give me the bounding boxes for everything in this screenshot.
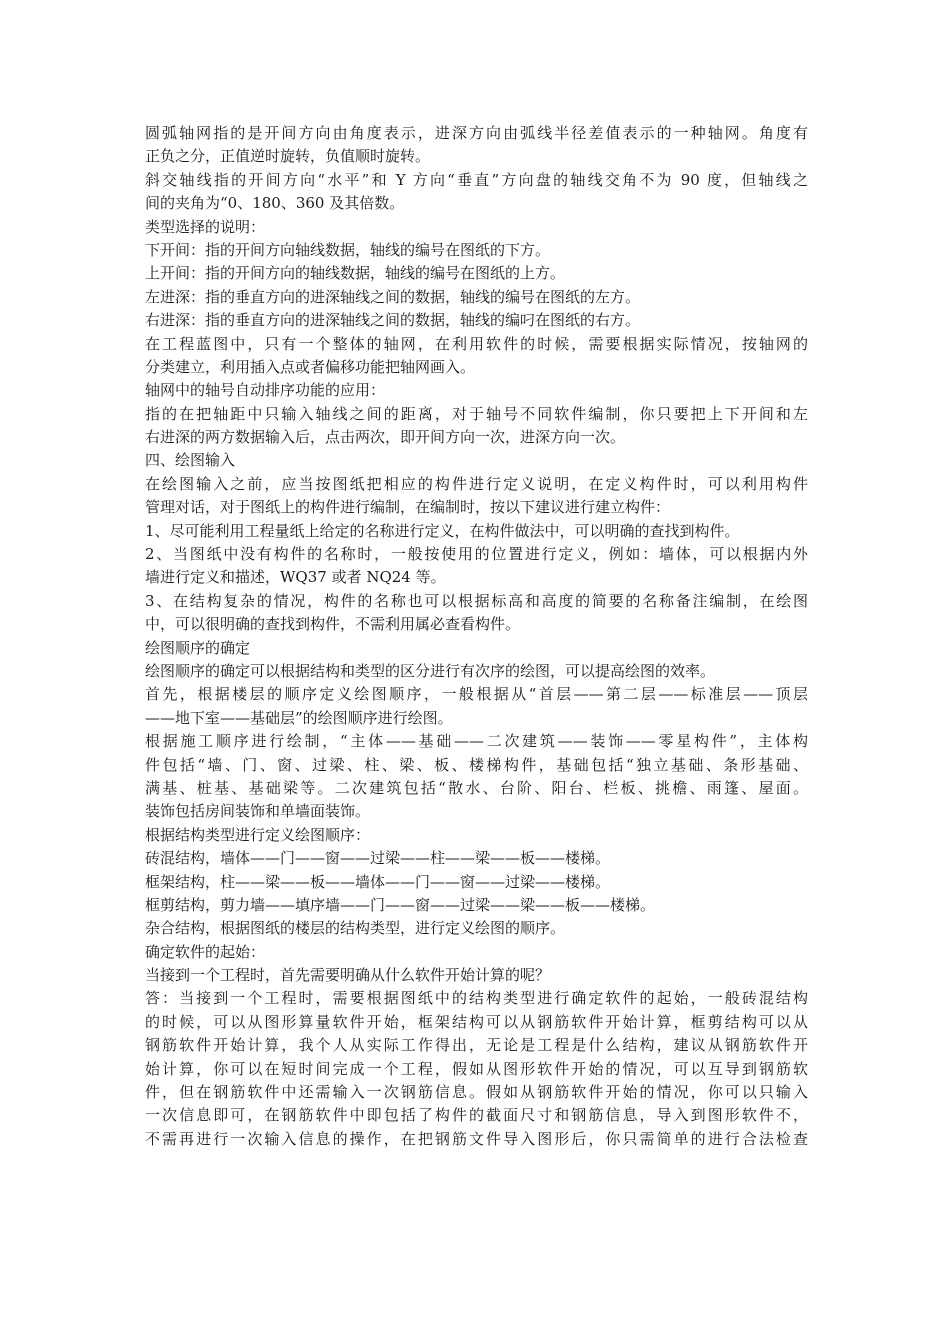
text-line: 正负之分，正值逆时旋转，负值顺时旋转。: [145, 147, 431, 166]
text-line: 绘图顺序的确定: [145, 638, 251, 657]
text-line: 框剪结构，剪力墙——填序墙——门——窗——过梁——梁——板——楼梯。: [145, 895, 656, 914]
text-line: 3、在结构复杂的情况，构件的名称也可以根据标高和高度的简要的名称备注编制，在绘图: [145, 591, 808, 610]
text-line: 框架结构，柱——梁——板——墙体——门——窗——过梁——楼梯。: [145, 872, 611, 891]
text-line: 确定软件的起始：: [145, 942, 266, 961]
text-line: 装饰包括房间装饰和单墙面装饰。: [145, 802, 371, 821]
text-line: 在绘图输入之前，应当按图纸把相应的构件进行定义说明，在定义构件时，可以利用构件: [145, 474, 808, 493]
text-line: 钢筋软件开始计算，我个人从实际工作得出，无论是工程是什么结构，建议从钢筋软件开: [145, 1036, 808, 1055]
text-line: 圆弧轴网指的是开间方向由角度表示，进深方向由弧线半径差值表示的一种轴网。角度有: [145, 124, 808, 142]
text-line: 类型选择的说明：: [145, 217, 266, 236]
text-line: 指的在把轴距中只输入轴线之间的距离，对于轴号不同软件编制，你只要把上下开间和左: [145, 404, 808, 423]
text-line: 轴网中的轴号自动排序功能的应用：: [145, 381, 386, 400]
text-line: 不需再进行一次输入信息的操作，在把钢筋文件导入图形后，你只需简单的进行合法检查: [145, 1129, 808, 1148]
text-line: 首先，根据楼层的顺序定义绘图顺序，一般根据从“首层——第二层——标准层——顶层: [145, 685, 808, 704]
text-line: 当接到一个工程时，首先需要明确从什么软件开始计算的呢？: [145, 966, 551, 985]
text-line: 右进深的两方数据输入后，点击两次，即开间方向一次，进深方向一次。: [145, 428, 626, 447]
text-line: 中，可以很明确的查找到构件，不需利用属必查看构件。: [145, 615, 521, 634]
text-line: 左进深：指的垂直方向的进深轴线之间的数据，轴线的编号在图纸的左方。: [145, 287, 641, 306]
text-line: 件包括“墙、门、窗、过梁、柱、梁、板、楼梯构件，基础包括“独立基础、条形基础、: [145, 755, 808, 774]
text-line: 一次信息即可，在钢筋软件中即包括了构件的截面尺寸和钢筋信息，导入到图形软件不，: [145, 1106, 808, 1125]
text-line: 分类建立，利用插入点或者偏移功能把轴网画入。: [145, 357, 476, 376]
text-line: 的时候，可以从图形算量软件开始，框架结构可以从钢筋软件开始计算，框剪结构可以从: [145, 1012, 808, 1031]
text-line: 管理对话，对于图纸上的构件进行编制，在编制时，按以下建议进行建立构件：: [145, 498, 671, 517]
text-line: 上开间：指的开间方向的轴线数据，轴线的编号在图纸的上方。: [145, 264, 566, 283]
text-line: 根据结构类型进行定义绘图顺序：: [145, 825, 371, 844]
text-line: 件，但在钢筋软件中还需输入一次钢筋信息。假如从钢筋软件开始的情况，你可以只输入: [145, 1083, 808, 1102]
text-line: 砖混结构，墙体——门——窗——过梁——柱——梁——板——楼梯。: [145, 849, 611, 868]
document-body: [145, 122, 808, 1151]
text-line: 根据施工顺序进行绘制，“主体——基础——二次建筑——装饰——零星构件”，主体构: [145, 732, 808, 751]
text-line: 下开间：指的开间方向轴线数据，轴线的编号在图纸的下方。: [145, 240, 551, 259]
text-line: ——地下室——基础层”的绘图顺序进行绘图。: [145, 708, 453, 727]
text-line: 间的夹角为“0、180、360 及其倍数。: [145, 194, 405, 213]
text-line: 绘图顺序的确定可以根据结构和类型的区分进行有次序的绘图，可以提高绘图的效率。: [145, 661, 716, 680]
text-line: 杂合结构，根据图纸的楼层的结构类型，进行定义绘图的顺序。: [145, 919, 566, 938]
text-line: 斜交轴线指的开间方向“水平”和 Y 方向“垂直”方向盘的轴线交角不为 90 度，但轴线之: [145, 170, 808, 189]
text-line: 墙进行定义和描述，WQ37 或者 NQ24 等。: [145, 568, 446, 587]
text-line: 四、绘图输入: [145, 451, 236, 470]
text-line: 1、尽可能利用工程量纸上给定的名称进行定义，在构件做法中，可以明确的查找到构件。: [145, 521, 740, 540]
text-line: 右进深：指的垂直方向的进深轴线之间的数据，轴线的编叼在图纸的右方。: [145, 311, 641, 330]
text-line: 2、当图纸中没有构件的名称时，一般按使用的位置进行定义，例如：墙体，可以根据内外: [145, 545, 808, 564]
text-line: 满基、桩基、基础梁等。二次建筑包括“散水、台阶、阳台、栏板、挑檐、雨篷、屋面。: [145, 778, 808, 797]
text-line: 始计算，你可以在短时间完成一个工程，假如从图形软件开始的情况，可以互导到钢筋软: [145, 1059, 808, 1078]
text-line: 在工程蓝图中，只有一个整体的轴网，在利用软件的时候，需要根据实际情况，按轴网的: [145, 334, 808, 353]
text-line: 答：当接到一个工程时，需要根据图纸中的结构类型进行确定软件的起始，一般砖混结构: [145, 989, 808, 1008]
